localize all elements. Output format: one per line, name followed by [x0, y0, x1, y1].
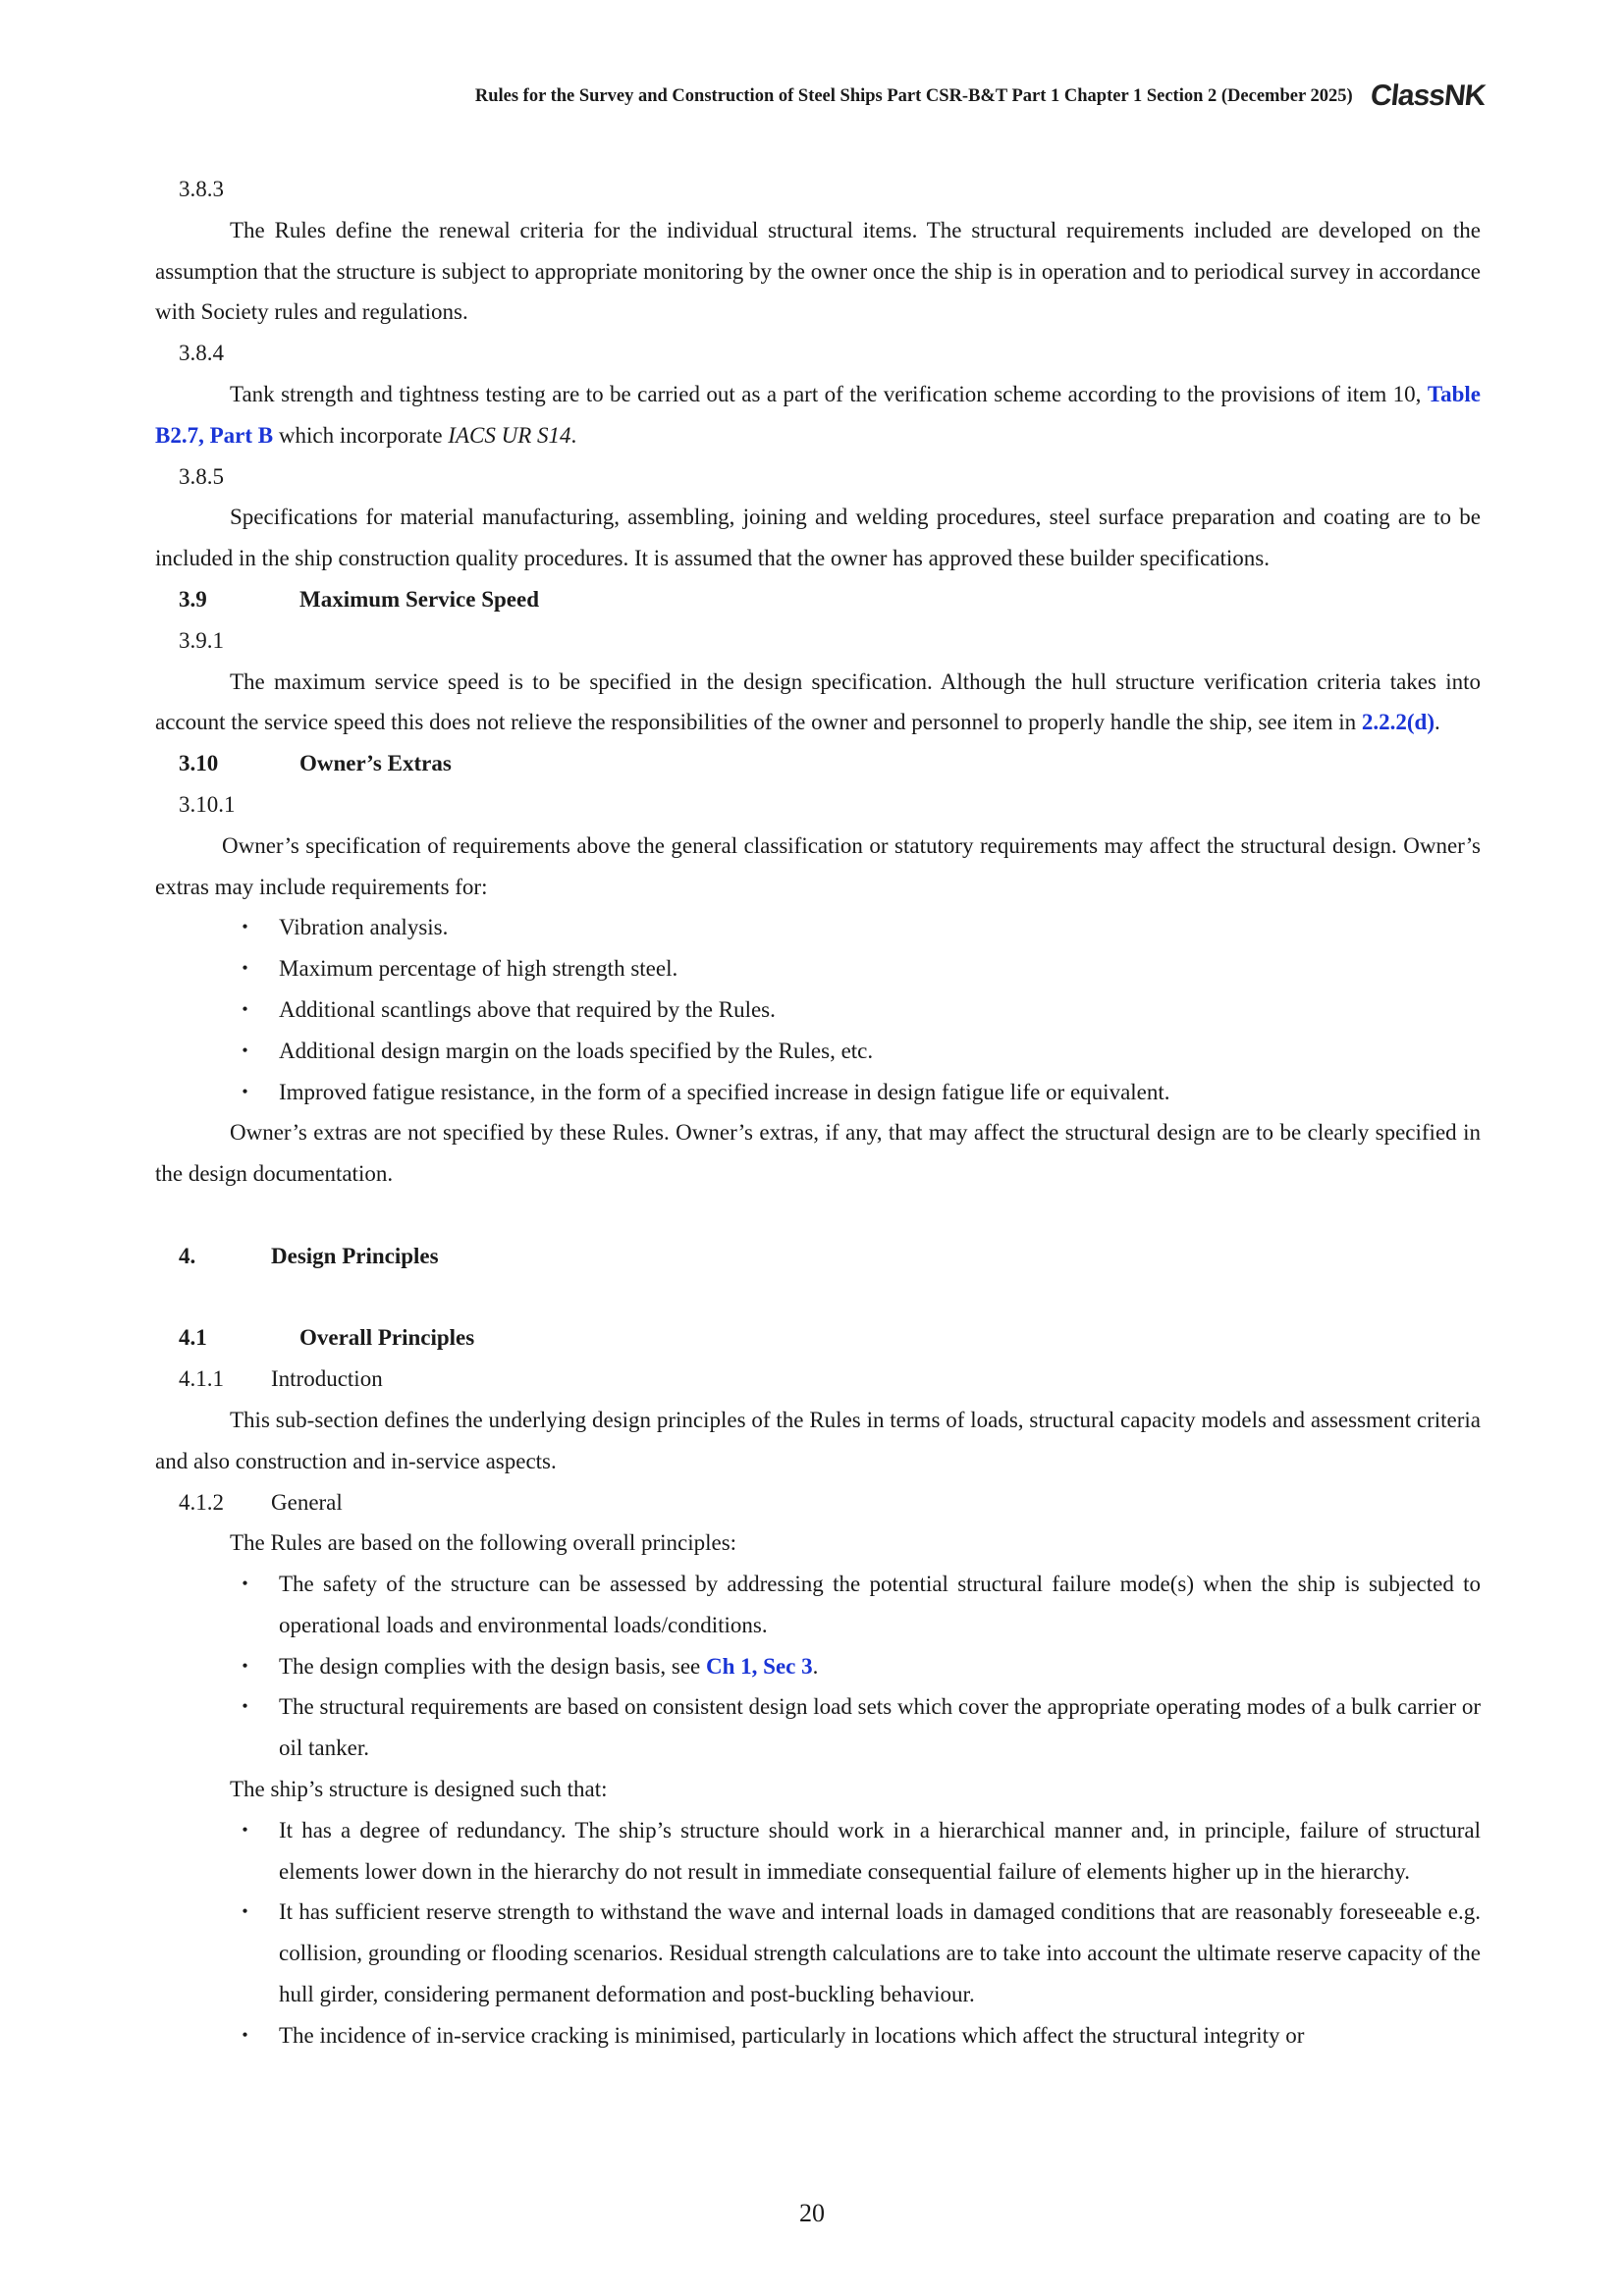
header-title: Rules for the Survey and Construction of Steel Ships Part CSR-B&T Part 1 Chapter 1 Section 2 (December 2025) — [474, 85, 1353, 106]
paragraph-3-8-5: Specifications for material manufacturing, assembling, joining and welding procedures, steel surface preparation and coating are to be included in the ship construction quality procedures. It is assumed that the owner has approved these builder specifications. — [155, 505, 1481, 571]
paragraph-3-8-4: Tank strength and tightness testing are to be carried out as a part of the verification scheme according to the provisions of item 10, Table B2.7, Part B which incorporate IACS UR S14. — [155, 381, 1481, 448]
section-number-3-9-1: 3.9.1 — [179, 627, 224, 653]
paragraph-owners-extras-closing: Owner’s extras are not specified by these Rules. Owner’s extras, if any, that may affect the structural design are to be clearly specified in the design documentation. — [155, 1120, 1481, 1187]
paragraph-4-1-1: This sub-section defines the underlying design principles of the Rules in terms of loads, structural capacity models and assessment criteria and also construction and in-service aspects. — [155, 1407, 1481, 1473]
iacs-ur-s14-ref: IACS UR S14 — [448, 422, 571, 448]
section-number-3-8-3: 3.8.3 — [179, 177, 224, 201]
paragraph-3-8-3: The Rules define the renewal criteria for the individual structural items. The structural requirements included are developed on the assumption that the structure is subject to appropriate monitoring by the owner once the ship is in operation and to periodical survey in accordance with Society rules and regulations. — [155, 217, 1481, 325]
list-item: ・ Improved fatigue resistance, in the form of a specified increase in design fatigue life or equivalent. — [234, 1079, 1170, 1104]
paragraph-3-10-1: Owner’s specification of requirements above the general classification or statutory requirements may affect the structural design. Owner’s extras may include requirements for: — [155, 832, 1481, 899]
heading-3-9: 3.9 Maximum Service Speed — [179, 586, 540, 612]
list-item: ・ It has sufficient reserve strength to withstand the wave and internal loads in damaged conditions that are reasonably foreseeable e.g. collision, grounding or flooding scenarios. Residual strength calculations are to take into account the ultimate reserve capacity of the hull girder, considering permanent deformation and post-buckling behaviour. — [234, 1899, 1481, 2007]
page-header — [340, 77, 1485, 116]
structure-design-list — [155, 1810, 1481, 2056]
document-body — [155, 169, 1481, 2056]
paragraph-4-1-2-intro: The Rules are based on the following overall principles: — [230, 1530, 737, 1556]
heading-4-1-1: 4.1.1 Introduction — [179, 1366, 383, 1392]
list-item: ・ The structural requirements are based on consistent design load sets which cover the appropriate operating modes of a bulk carrier or oil tanker. — [234, 1694, 1481, 1761]
overall-principles-list — [155, 1564, 1481, 1769]
link-ch1-sec3[interactable]: Ch 1, Sec 3 — [706, 1653, 813, 1679]
link-2-2-2d[interactable]: 2.2.2(d) — [1361, 710, 1435, 735]
heading-4: 4. Design Principles — [179, 1243, 439, 1268]
section-number-3-8-4: 3.8.4 — [179, 341, 224, 366]
list-item: ・ Additional scantlings above that required by the Rules. — [234, 996, 776, 1022]
list-item: ・ Vibration analysis. — [234, 915, 449, 940]
classnk-logo: ClassNK — [1368, 80, 1487, 112]
section-number-3-8-5: 3.8.5 — [179, 463, 224, 489]
list-item: ・ The incidence of in-service cracking is minimised, particularly in locations which affect the structural integrity or — [234, 2022, 1305, 2048]
list-item: ・ It has a degree of redundancy. The ship’s structure should work in a hierarchical manner and, in principle, failure of structural elements lower down in the hierarchy do not result in immediate consequential failure of elements higher up in the hierarchy. — [234, 1817, 1481, 1884]
list-item: ・ Maximum percentage of high strength steel. — [234, 956, 678, 982]
heading-4-1: 4.1 Overall Principles — [179, 1325, 475, 1351]
heading-3-10: 3.10 Owner’s Extras — [179, 751, 452, 776]
paragraph-structure-designed: The ship’s structure is designed such that: — [230, 1777, 608, 1802]
heading-4-1-2: 4.1.2 General — [179, 1489, 343, 1515]
section-number-3-10-1: 3.10.1 — [179, 791, 236, 817]
owners-extras-list — [155, 907, 1481, 1112]
link-table-b2-7[interactable]: Table B2.7, Part B — [155, 381, 1481, 448]
paragraph-3-9-1: The maximum service speed is to be specified in the design specification. Although the hull structure verification criteria takes into account the service speed this does not relieve the responsibilities of the owner and personnel to properly handle the ship, see item in 2.2.2(d). — [155, 668, 1481, 735]
list-item: ・ Additional design margin on the loads specified by the Rules, etc. — [234, 1038, 874, 1063]
list-item: ・ The safety of the structure can be assessed by addressing the potential structural failure mode(s) when the ship is subjected to operational loads and environmental loads/conditions. — [234, 1572, 1481, 1637]
list-item: ・ The design complies with the design basis, see Ch 1, Sec 3. — [234, 1653, 819, 1679]
page-number: 20 — [799, 2199, 825, 2227]
